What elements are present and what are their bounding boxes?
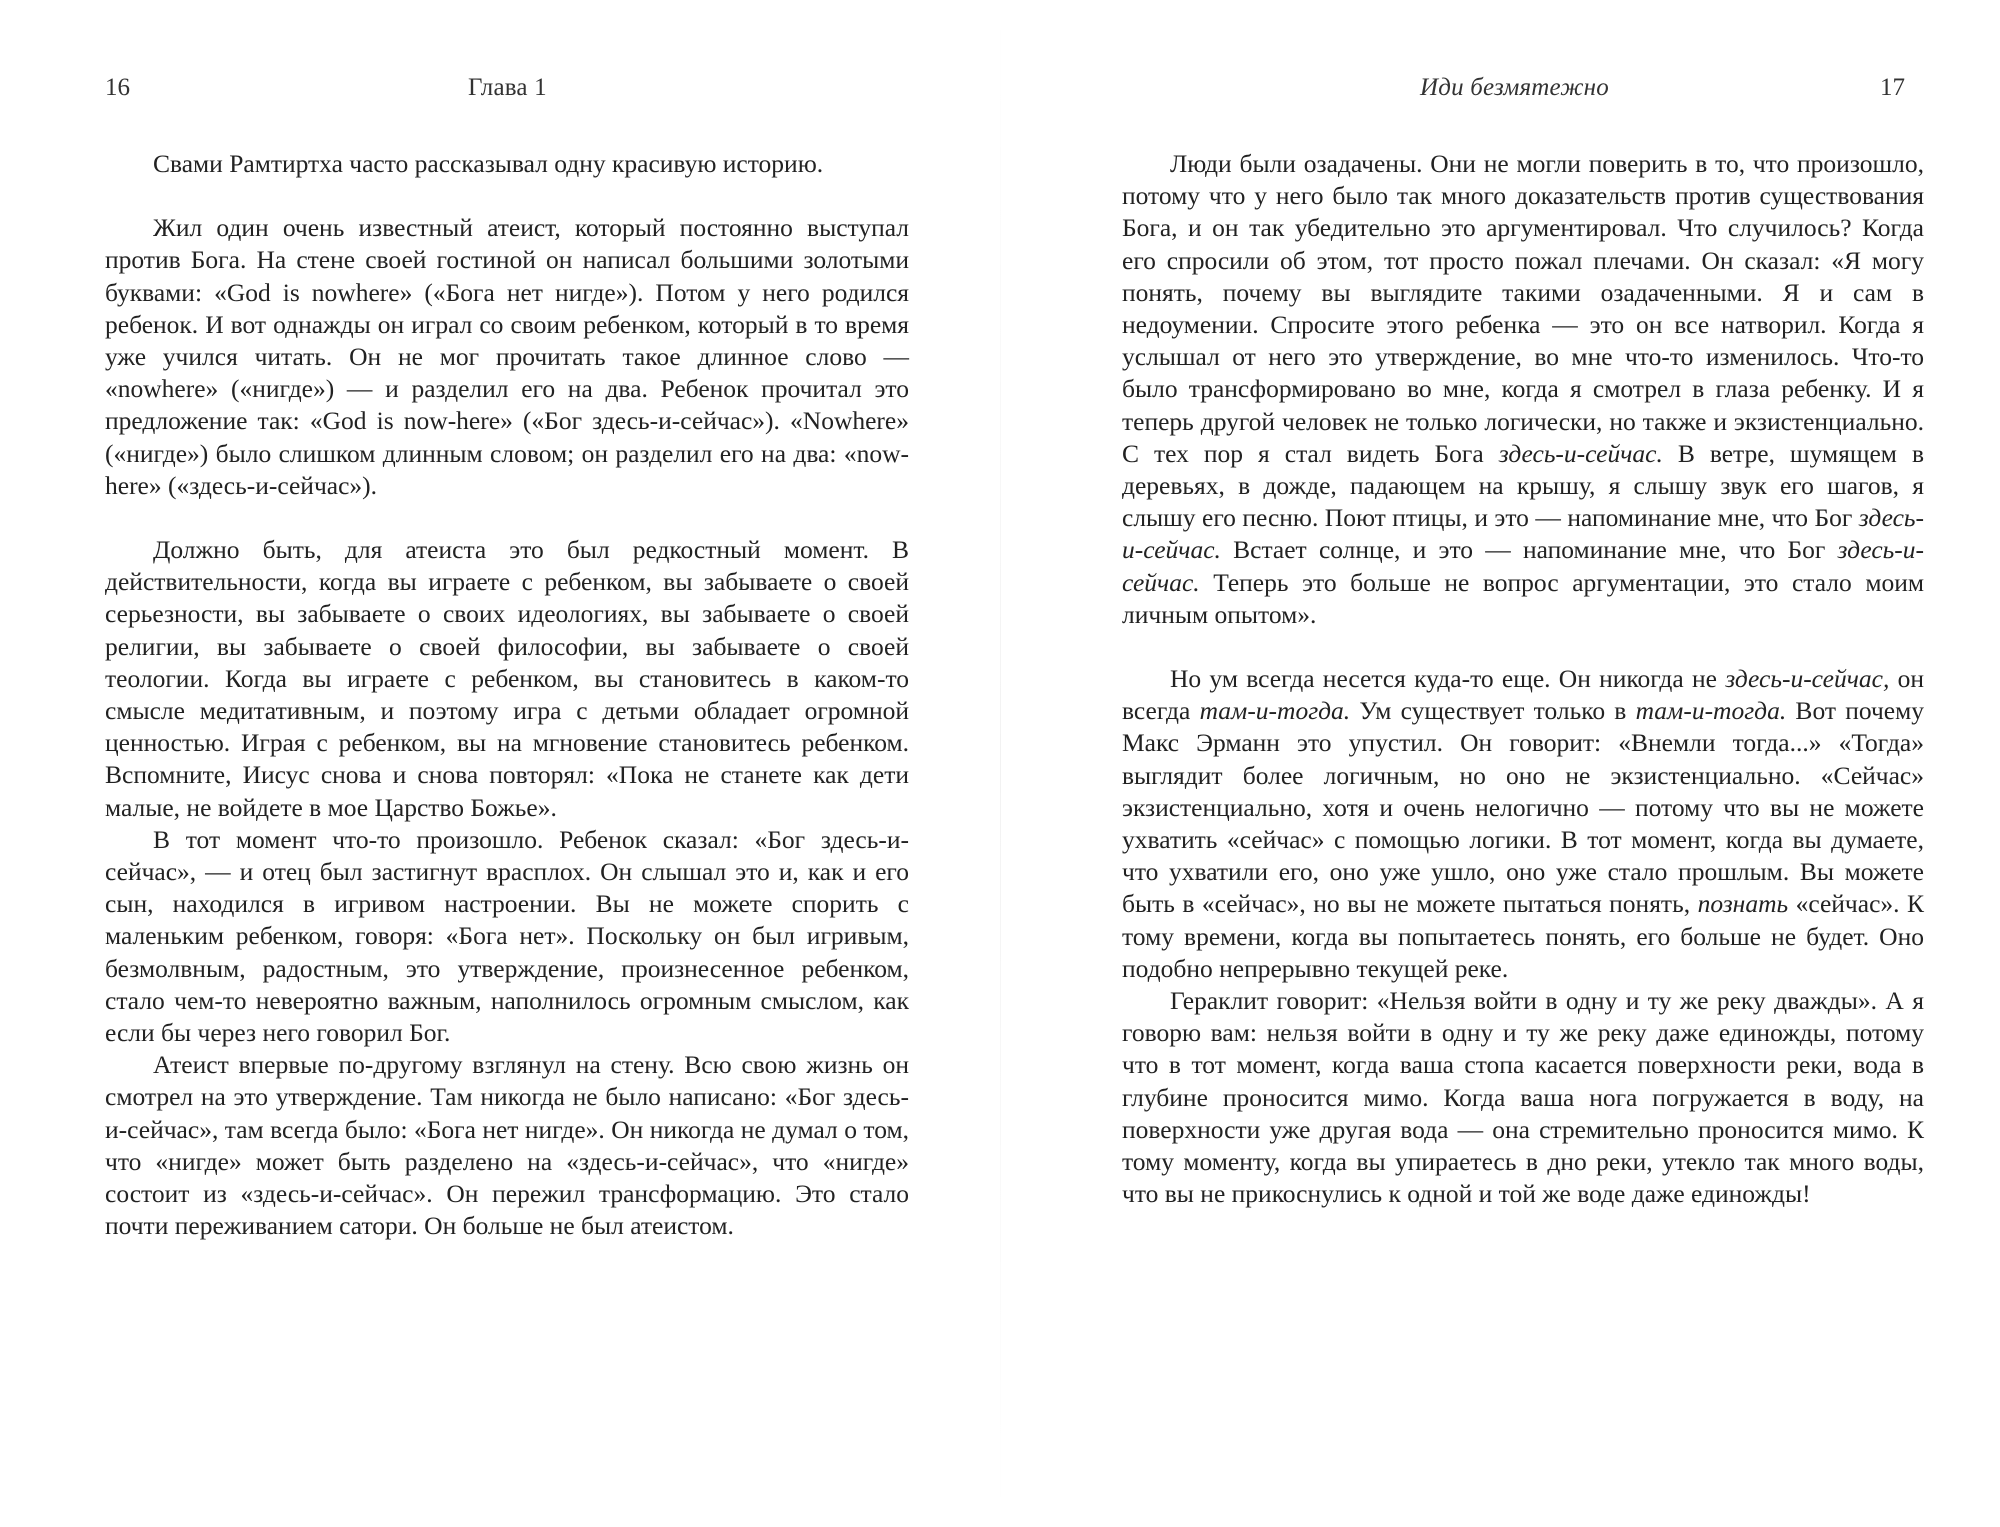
paragraph: Атеист впервые по-другому взглянул на стену. Всю свою жизнь он смотрел на это утверждение. Там никогда не было написано: «Бог здесь-и-сейчас», там всегда было: «Бога нет нигде». Он никогда не думал о том, что «нигде» может быть разделено на «здесь-и-сейчас», что «нигде» состоит из «здесь-и-сейчас». Он пережил трансформацию. Это стало почти переживанием сатори. Он больше не был атеистом. (105, 1050, 909, 1241)
paragraph: В тот момент что-то произошло. Ребенок сказал: «Бог здесь-и-сейчас», — и отец был застигнут врасплох. Он слышал это и, как и его сын, находился в игривом настроении. Вы не можете спорить с маленьким ребенком, говоря: «Бога нет». Поскольку он был игривым, безмолвным, радостным, это утверждение, произнесенное ребенком, стало чем-то невероятно важным, наполнилось огромным смыслом, как если бы через него говорил Бог. (105, 824, 909, 1048)
text-run: Люди были озадачены. Они не могли поверить в то, что произошло, потому что у него было так много доказательств против существования Бога, и он так убедительно это аргументировал. Что случилось? Когда его спросили об этом, тот просто пожал плечами. Он сказал: «Я могу понять, почему вы выглядите такими озадаченными. Я и сам в недоумении. Спросите этого ребенка — это он все натворил. Когда я услышал от него это утверждение, во мне что-то изменилось. Что-то было трансформировано во мне, когда я смотрел в глаза ребенку. И я теперь другой человек не только логически, но также и экзистенциально. С тех пор я стал видеть Бога (1122, 149, 1924, 468)
right-page (1000, 0, 2000, 1527)
text-run: Вот почему Макс Эрманн это упустил. Он говорит: «Внемли тогда...» «Тогда» выглядит более логичным, но оно не экзистенциально. «Сейчас» экзистенциально, хотя и очень нелогично — потому что вы не можете ухватить «сейчас» с помощью логики. В тот момент, когда вы думаете, что ухватили его, оно уже ушло, оно уже стало прошлым. Вы можете быть в «сейчас», но вы не можете пытаться понять, (1122, 696, 1924, 919)
text-run: В ветре, шумящем в деревьях, в дожде, падающем на крышу, я слышу звук его шагов, я слышу его песню. Поют птицы, и это — напоминание мне, что Бог (1122, 438, 1924, 533)
running-head-right: Иди безмятежно (1420, 74, 1609, 101)
text-run: Встает солнце, и это — напоминание мне, что Бог (1220, 535, 1838, 565)
running-head-left: Глава 1 (468, 74, 547, 101)
italic-run: здесь-и-сейчас. (1498, 438, 1663, 468)
paragraph (1122, 663, 1924, 985)
italic-run: здесь-и-сейчас. (1122, 503, 1924, 565)
text-run: Но ум всегда несется куда-то еще. Он никогда не (1170, 664, 1726, 694)
italic-run: здесь-и-сейчас, (1725, 664, 1890, 694)
paragraph: Свами Рамтиртха часто рассказывал одну красивую историю. (153, 149, 824, 178)
italic-run: здесь-и-сейчас. (1122, 535, 1924, 597)
page-number-left: 16 (105, 74, 130, 101)
page-number-right: 17 (1880, 74, 1905, 101)
italic-run: познать (1697, 889, 1789, 919)
paragraph (1122, 148, 1924, 631)
italic-run: там-и-тогда. (1199, 696, 1351, 726)
text-run: Теперь это больше не вопрос аргументации, это стало моим личным опытом». (1122, 567, 1924, 629)
paragraph: Должно быть, для атеиста это был редкостный момент. В действительности, когда вы играете с ребенком, вы забываете о своей серьезности, вы забываете о своих идеологиях, вы забываете о своей религии, вы забываете о своей философии, вы забываете о своей теологии. Когда вы играете с ребенком, вы становитесь в каком-то смысле медитативным, и поэтому игра с детьми обладает огромной ценностью. Играя с ребенком, вы на мгновение становитесь ребенком. Вспомните, Иисус снова и снова повторял: «Пока не станете как дети малые, не войдете в мое Царство Божье». (105, 535, 909, 822)
text-run: он всегда (1122, 664, 1924, 726)
body-text-left (105, 148, 909, 1243)
italic-run: там-и-тогда. (1635, 696, 1787, 726)
paragraph: Гераклит говорит: «Нельзя войти в одну и ту же реку дважды». А я говорю вам: нельзя войти в одну и ту же реку даже единожды, потому что в тот момент, когда ваша стопа касается поверхности реки, вода в глубине проносится мимо. Когда ваша нога погружается в воду, на поверхности уже другая вода — она стремительно проносится мимо. К тому моменту, когда вы упираетесь в дно реки, утекло так много воды, что вы не прикоснулись к одной и той же воде даже единожды! (1122, 986, 1924, 1209)
text-run: Ум существует только в (1350, 696, 1636, 726)
paragraph: Жил один очень известный атеист, который постоянно выступал против Бога. На стене своей гостиной он написал большими золотыми буквами: «God is nowhere» («Бога нет нигде»). Потом у него родился ребенок. И вот однажды он играл со своим ребенком, который в то время уже учился читать. Он не мог прочитать такое длинное слово — «nowhere» («нигде») — и разделил его на два. Ребенок прочитал это предложение так: «God is now-here» («Бог здесь-и-сейчас»). «Nowhere» («нигде») было слишком длинным словом; он разделил его на два: «now-here» («здесь-и-сейчас»). (105, 213, 909, 500)
text-run: «сейчас». К тому времени, когда вы попытаетесь понять, его больше не будет. Оно подобно непрерывно текущей реке. (1122, 889, 1924, 983)
body-text-right (1122, 148, 1924, 1211)
